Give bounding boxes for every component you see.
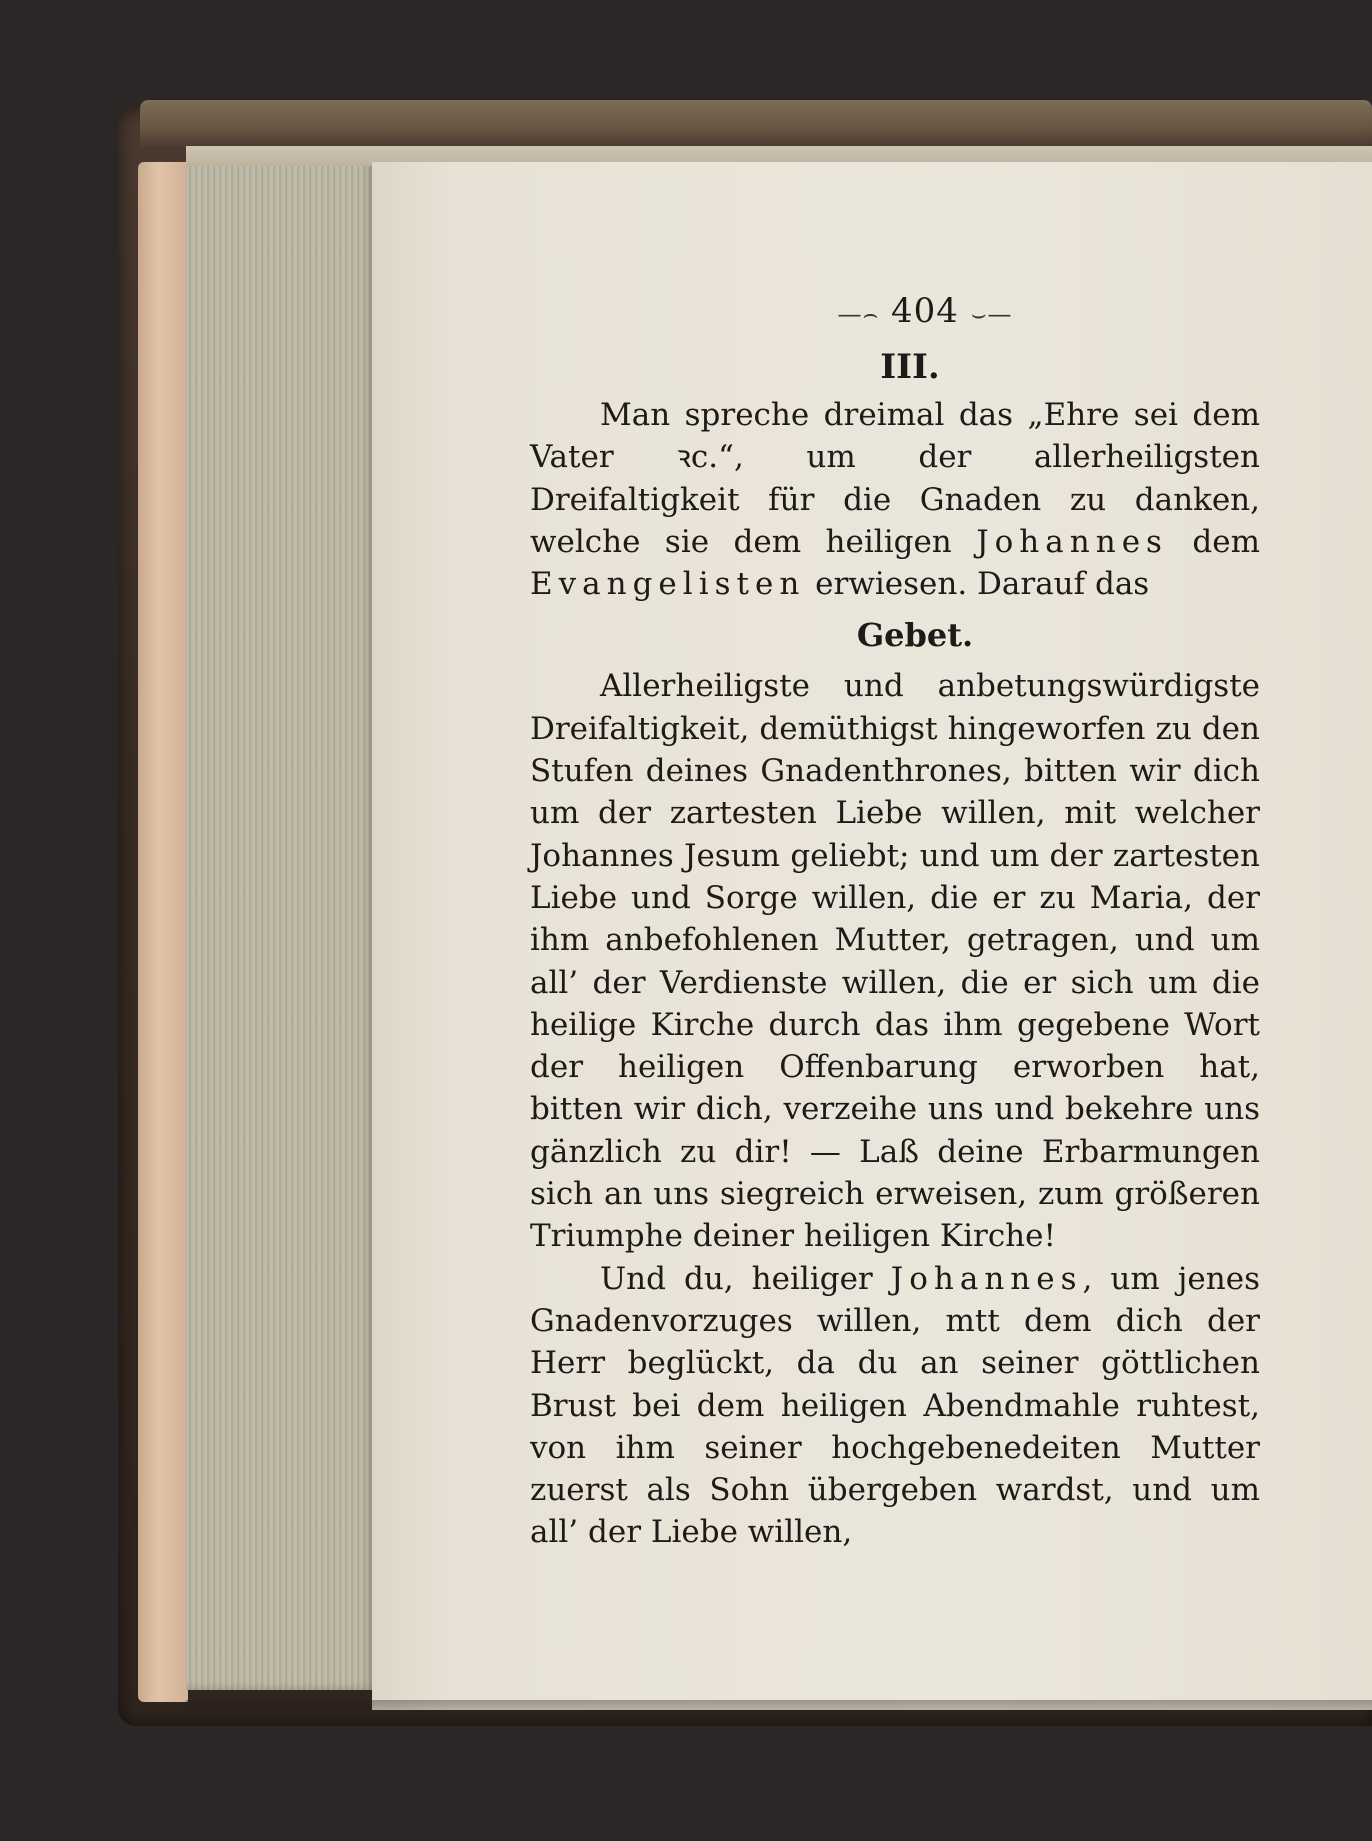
- intro-paragraph: [530, 394, 1260, 605]
- page-stack: [186, 150, 376, 1690]
- page-text: [530, 286, 1260, 1554]
- page-shadow: [186, 1700, 1372, 1728]
- prayer2-text-2: , um jenes Gnadenvorzuges willen, mtt dem dich der Herr beglückt, da du an seiner göttlichen Brust bei dem heiligen Abendmahle ruhtest, von ihm seiner hochgebenedeiten Mutter zuerst als Sohn übergeben wardst, und um all’ der Liebe willen,: [530, 1260, 1260, 1551]
- section-number: III.: [880, 347, 940, 387]
- page-edge: [138, 162, 188, 1702]
- prayer-paragraph-1: Allerheiligste und anbetungswürdigste Dreifaltigkeit, demüthigst hingeworfen zu den Stufen deines Gnadenthrones, bitten wir dich um der zartesten Liebe willen, mit welcher Johannes Jesum geliebt; und um der zartesten Liebe und Sorge willen, die er zu Maria, der ihm anbefohlenen Mutter, getragen, und um all’ der Verdienste willen, die er sich um die heilige Kirche durch das ihm gegebene Wort der heiligen Offenbarung erworben hat, bitten wir dich, verzeihe uns und bekehre uns gänzlich zu dir! — Laß deine Erbarmungen sich an uns siegreich erweisen, zum größeren Triumphe deiner heiligen Kirche!: [530, 668, 1260, 1255]
- intro-text-1: Man spreche dreimal das „Ehre sei dem Vater ꝛc.“, um der allerheiligsten Dreifaltigkeit für die Gnaden zu danken, welche sie dem heiligen: [530, 397, 1260, 560]
- ornament-left: —⌢: [837, 300, 880, 328]
- intro-evangelist: Evangelisten: [530, 566, 806, 603]
- intro-text-3: erwiesen. Darauf das: [805, 566, 1150, 603]
- prayer-paragraph-2: [530, 1258, 1260, 1554]
- intro-text-2: dem: [1167, 523, 1260, 560]
- book-spine-top: [140, 100, 1372, 148]
- page-header: [590, 286, 1260, 336]
- prayer-heading: Gebet.: [856, 616, 974, 655]
- ornament-right: ⌣—: [970, 300, 1013, 328]
- prayer2-text-1: Und du, heiliger: [600, 1260, 891, 1297]
- page-number: 404: [891, 291, 959, 331]
- prayer2-name: Johannes: [890, 1260, 1083, 1297]
- intro-name: Johannes: [976, 523, 1168, 560]
